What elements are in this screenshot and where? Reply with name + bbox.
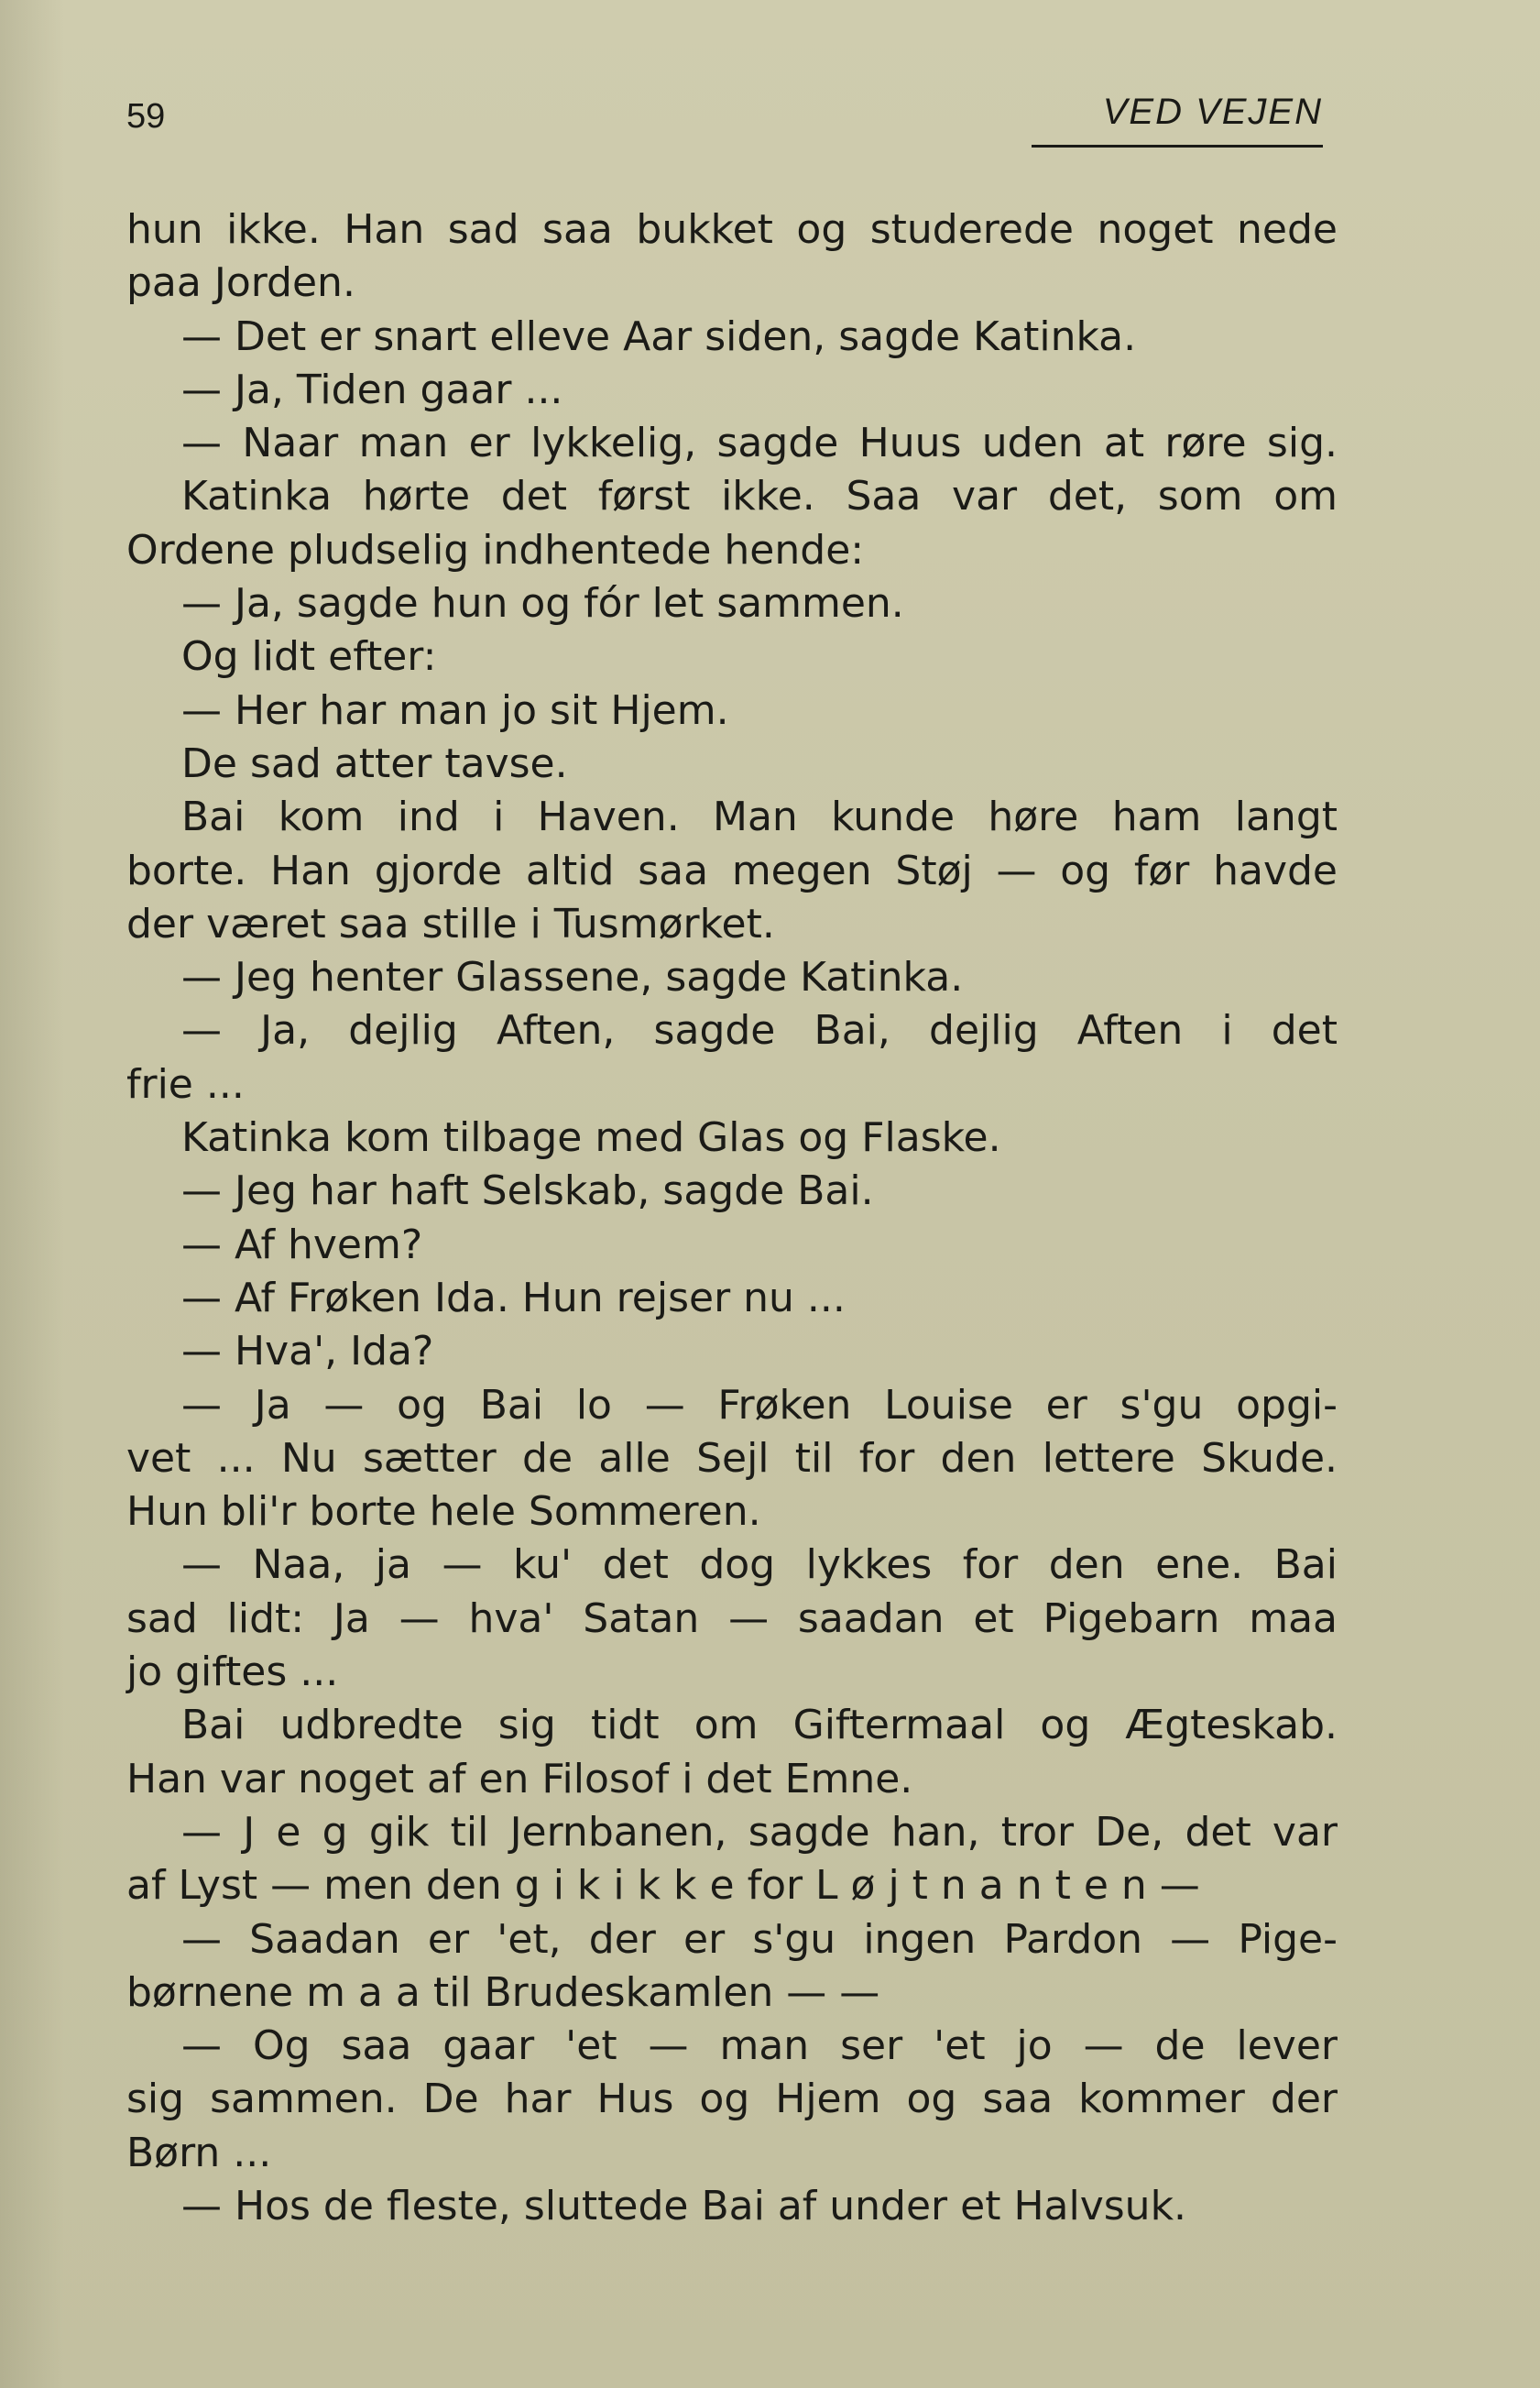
text-line: — Naar man er lykkelig, sagde Huus uden at røre sig. [181,420,1338,467]
text-line: — Jeg henter Glassene, sagde Katinka. [181,954,964,1002]
text-line: frie ... [126,1060,245,1108]
running-title: VED VEJEN [1102,92,1323,132]
text-line: Hun bli'r borte hele Sommeren. [126,1488,761,1536]
text-line: borte. Han gjorde altid saa megen Støj — og før havde [126,847,1338,894]
text-line: Børn ... [126,2129,272,2176]
text-line: børnene m a a til Brudeskamlen — — [126,1968,880,2016]
text-line: — Jeg har haft Selskab, sagde Bai. [181,1167,874,1215]
text-line: sad lidt: Ja — hva' Satan — saadan et Pigebarn maa [126,1594,1338,1642]
text-line: hun ikke. Han sad saa bukket og studerede noget nede [126,206,1338,253]
text-line: — Ja, dejlig Aften, sagde Bai, dejlig Aften i det [181,1007,1338,1055]
text-line: De sad atter tavse. [181,739,568,787]
text-line: — Ja, Tiden gaar ... [181,366,563,413]
text-line: — Ja — og Bai lo — Frøken Louise er s'gu opgi- [181,1381,1338,1429]
text-line: — Af hvem? [181,1221,423,1268]
text-line: paa Jorden. [126,259,355,307]
text-line: — Saadan er 'et, der er s'gu ingen Pardon — Pige- [181,1915,1338,1963]
text-line: jo giftes ... [126,1649,339,1696]
text-line: Han var noget af en Filosof i det Emne. [126,1755,913,1802]
text-line: — Hva', Ida? [181,1328,434,1375]
running-head [126,92,1323,150]
header-rule [1032,145,1323,148]
text-line: — Og saa gaar 'et — man ser 'et jo — de lever [181,2022,1338,2070]
body-text [126,203,1338,2233]
text-line: Ordene pludselig indhentede hende: [126,526,865,574]
text-line: — Her har man jo sit Hjem. [181,686,729,734]
text-line: der været saa stille i Tusmørket. [126,900,775,948]
text-line: — J e g gik til Jernbanen, sagde han, tror De, det var [181,1808,1338,1856]
text-line: Katinka kom tilbage med Glas og Flaske. [181,1114,1001,1162]
text-line: Bai kom ind i Haven. Man kunde høre ham langt [181,794,1338,841]
text-line: — Ja, sagde hun og fór let sammen. [181,580,904,628]
text-line: Katinka hørte det først ikke. Saa var det, som om [181,473,1338,520]
text-line: — Hos de fleste, sluttede Bai af under et Halvsuk. [181,2182,1187,2229]
text-line: Bai udbredte sig tidt om Giftermaal og Ægteskab. [181,1702,1338,1749]
text-line: — Af Frøken Ida. Hun rejser nu ... [181,1274,846,1321]
text-line: vet ... Nu sætter de alle Sejl til for den lettere Skude. [126,1434,1338,1482]
text-line: sig sammen. De har Hus og Hjem og saa kommer der [126,2076,1338,2123]
text-line: Og lidt efter: [181,633,437,681]
page-number: 59 [126,97,166,136]
text-line: — Det er snart elleve Aar siden, sagde Katinka. [181,312,1137,360]
text-line: — Naa, ja — ku' det dog lykkes for den ene. Bai [181,1541,1338,1589]
text-line: af Lyst — men den g i k i k k e for L ø j t n a n t e n — [126,1862,1200,1910]
